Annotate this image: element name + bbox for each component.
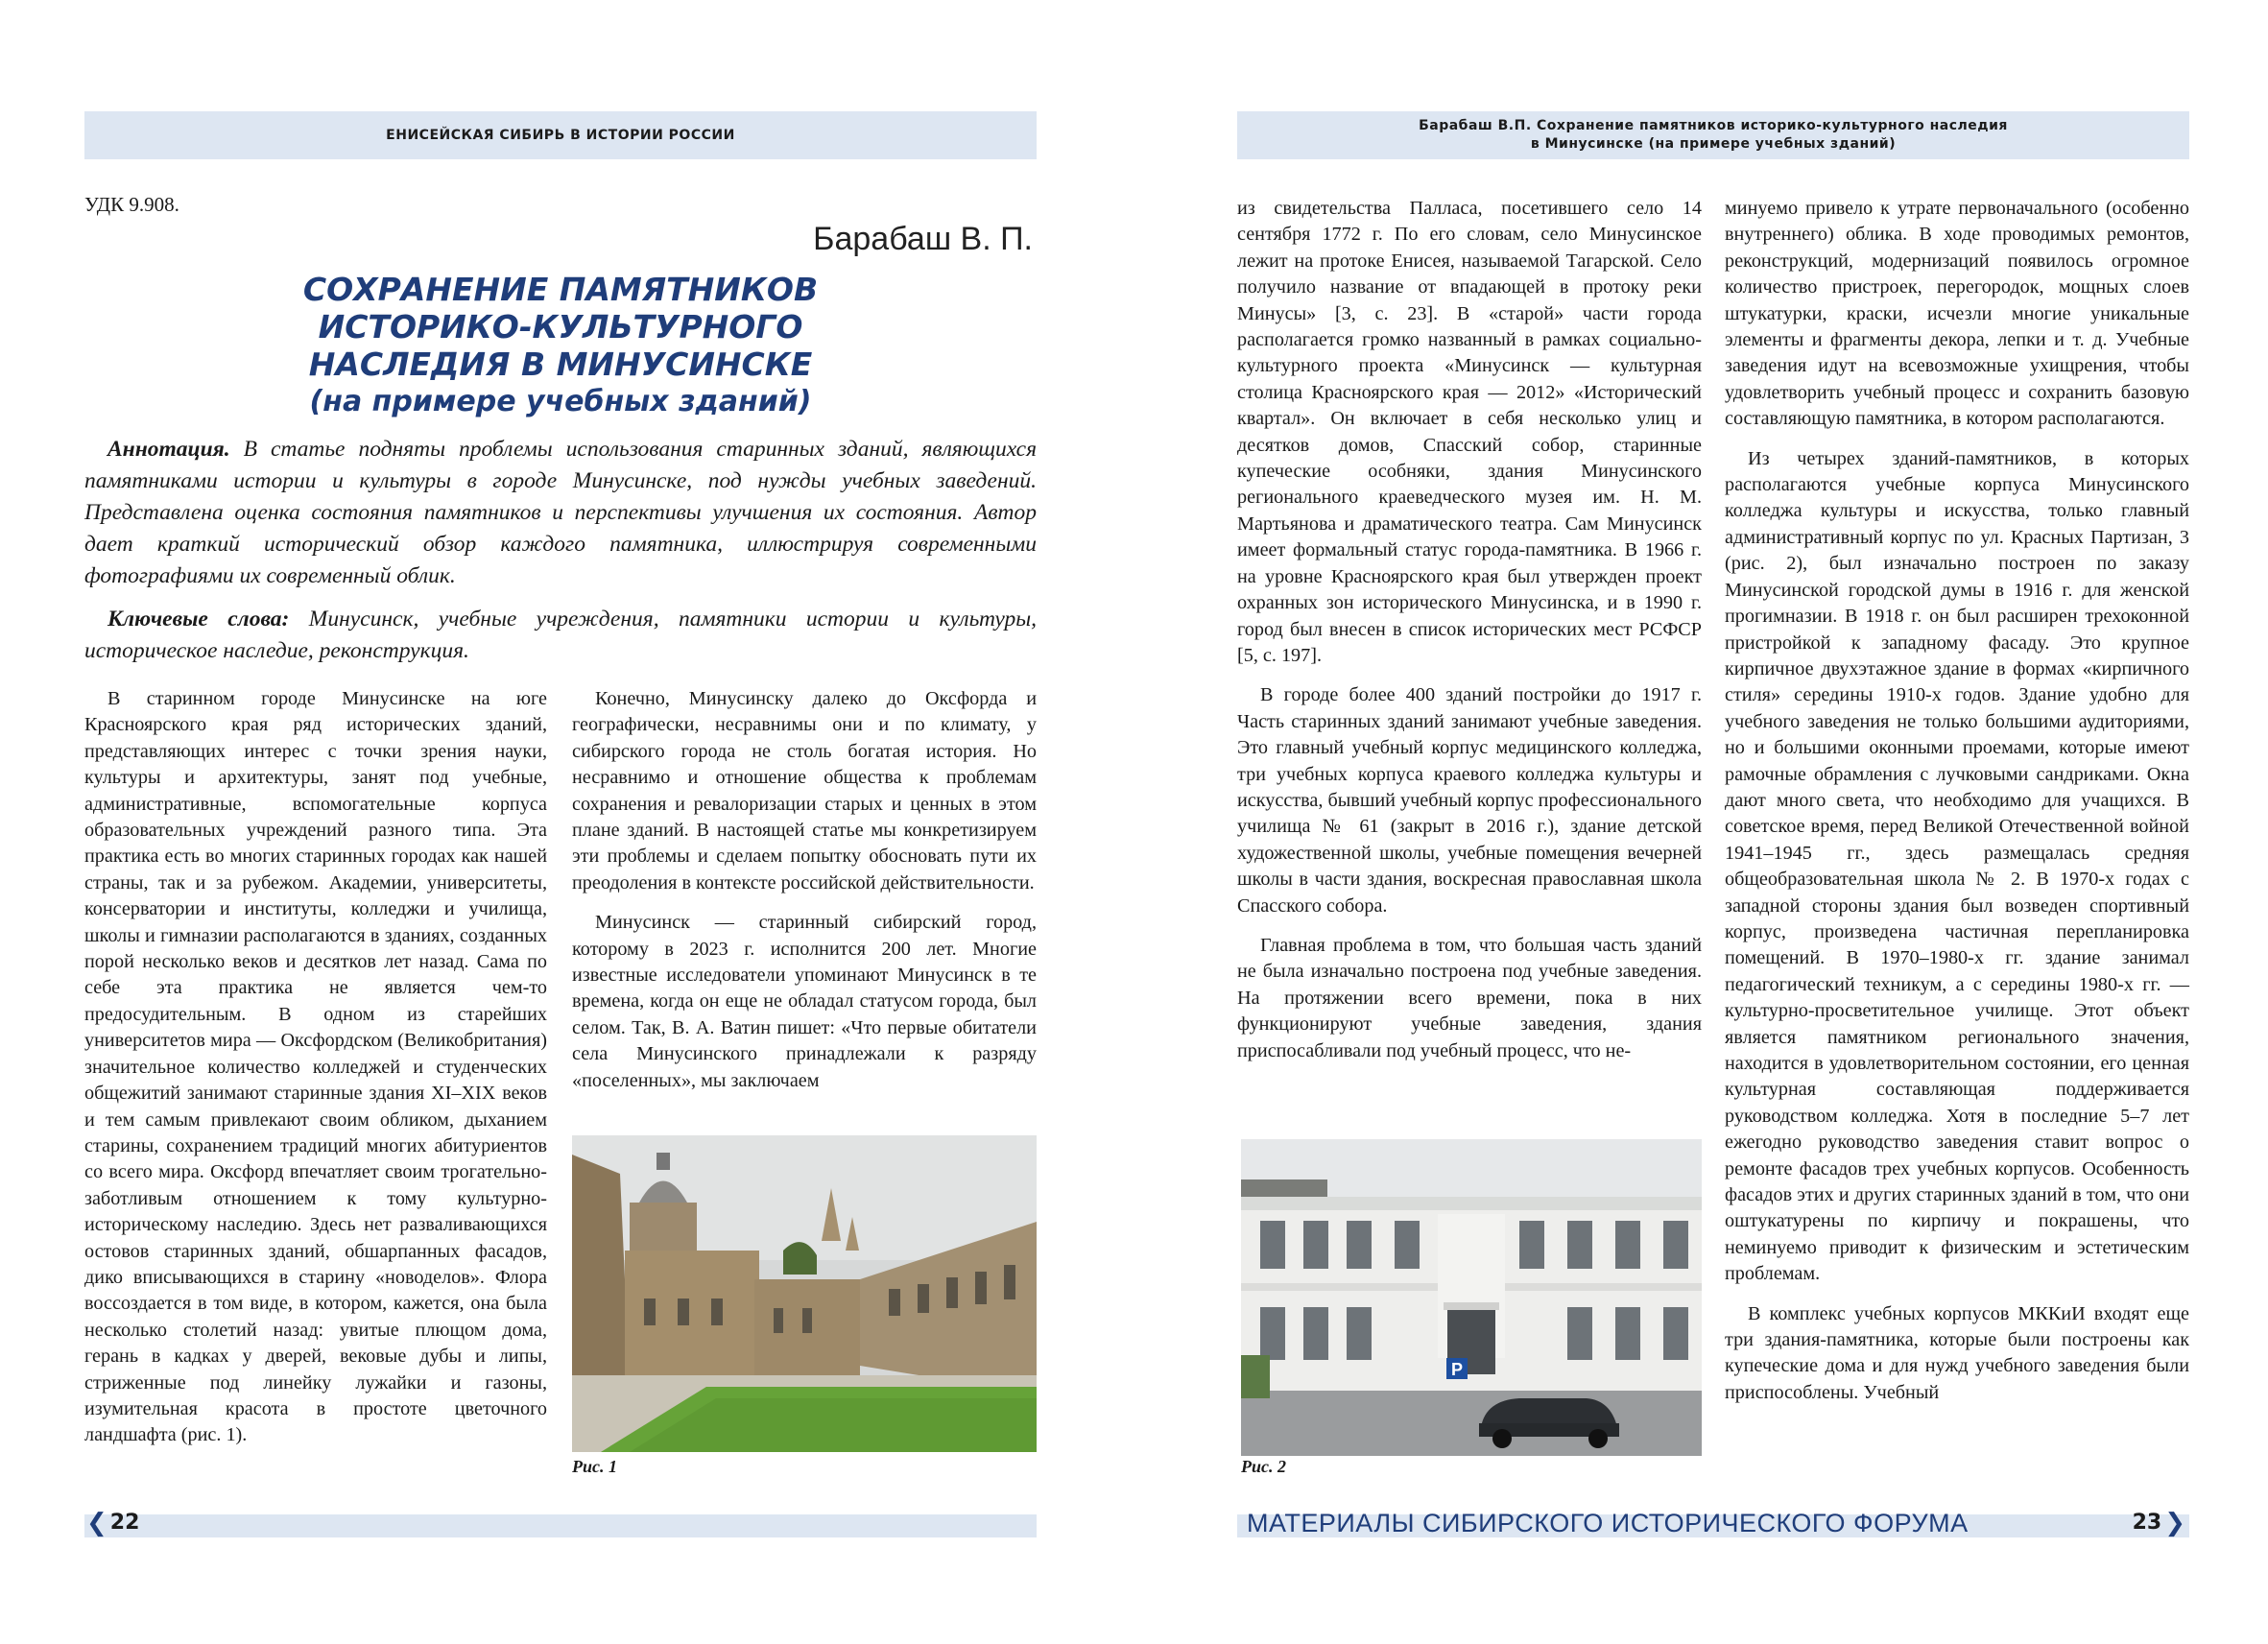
keywords-label: Ключевые слова:	[107, 607, 290, 631]
page-number-22: 22	[109, 1511, 140, 1535]
parking-sign-letter: P	[1450, 1360, 1464, 1379]
figure-2-college-building	[1241, 1139, 1702, 1456]
body-paragraph: Из четырех зданий-памятников, в которых располагаются учебные корпуса Минусинского колледжа культуры и искусства, только главный административный корпус по ул. Красных Партизан, 3 (рис. 2), был изначально построен по заказу Минусинской городской думы в 1916 г. для женской прогимназии. В 1918 г. он был расширен трехоконной пристройкой к западному фасаду. Это крупное кирпичное двухэтажное здание в формах «кирпичного стиля» середины 1910-х годов. Здание удобно для учебного заведения не только большими аудиториями, но и большими оконными проемами, которые имеют рамочные обрамления с лучковыми сандриками. Окна дают много света, что необходимо для учащихся. В советское время, перед Великой Отечественной войной 1941–1945 гг., здесь размещалась средняя общеобразовательная школа № 2. В 1970-х годах с западной стороны здания был возведен спортивный корпус, произведена частичная перепланировка помещений. В 1970–1980-х гг. здание занимал педагогический техникум, а с середины 1980-х гг. — культурно-просветительное училище. Этот объект является памятником регионального значения, находится в удовлетворительном состоянии, его ценная культурная составляющая поддерживается руководством колледжа. Хотя в последние 5–7 лет ежегодно руководство заведения ставит вопрос о ремонте фасадов трех учебных корпусов. Особенность фасадов этих и других старинных зданий в том, что они оштукатурены по кирпичу и покрашены, что неминуемо приводит к физическим и эстетическим проблемам.	[1725, 447, 2189, 1285]
chevron-right-icon: ❯	[2164, 1508, 2185, 1537]
left-page	[84, 0, 1037, 1644]
body-paragraph: Минусинск — старинный сибирский город, которому в 2023 г. исполнится 200 лет. Многие известные исследователи упоминают Минусинск в те времена, когда он еще не обладал статусом города, был селом. Так, В. А. Ватин пишет: «Что первые обитатели села Минусинского принадлежали к разряду «поселенных», мы заключаем	[572, 912, 1037, 1091]
right-column-1	[1237, 196, 1702, 1064]
right-column-2	[1725, 196, 2189, 1406]
body-paragraph: В старинном городе Минусинске на юге Красноярского края ряд исторических зданий, представляющих интерес с точки зрения науки, культуры и архитектуры, занят под учебные, административные, вспомогательные корпуса образовательных учреждений разного типа. Эта практика есть во многих старинных городах как нашей страны, так и за рубежом. Академии, университеты, консерватории и институты, колледжи и училища, школы и гимназии располагаются в зданиях, созданных порой несколько веков и десятков лет назад. Сама по себе эта практика не является чем-то предосудительным. В одном из старейших университетов мира — Оксфордском (Великобритания) значительное количество колледжей и студенческих общежитий занимают старинные здания XI–XIX веков и тем самым привлекают своим обликом, дыханием старины, сохранением традиций многих абитуриентов со всего мира. Оксфорд впечатляет своим трогательно-заботливым отношением к тому культурно-историческому наследию. Здесь нет разваливающихся остовов старинных зданий, обшарпанных фасадов, дико вписывающихся в старину «новоделов». Флора воссоздается в том виде, в котором, кажется, она была несколько столетий назад: увитые плющом дома, герань в кадках у дверей, вековые дубы и липы, стриженные под линейку лужайки и газоны, изумительная красота в простоте цветочного ландшафта (рис. 1).	[84, 688, 547, 1446]
page-number-23: 23	[2132, 1511, 2162, 1535]
left-column-2	[572, 686, 1037, 1094]
author-name: Барабаш В. П.	[813, 221, 1033, 257]
figure-1-caption: Рис. 1	[572, 1457, 617, 1476]
body-paragraph: В городе более 400 зданий постройки до 1917 г. Часть старинных зданий занимают учебные заведения. Это главный учебный корпус медицинского колледжа, три учебных корпуса краевого колледжа культуры и искусства, бывший учебный корпус профессионального училища № 61 (закрыт в 2016 г.), здание детской художественной школы, учебные помещения вечерней школы в части здания, воскресная православная школа Спасского собора.	[1237, 684, 1702, 917]
journal-title-footer: МАТЕРИАЛЫ СИБИРСКОГО ИСТОРИЧЕСКОГО ФОРУМА	[1247, 1509, 1969, 1537]
body-paragraph: Конечно, Минусинску далеко до Оксфорда и географически, несравнимы они и по климату, у сибирского города не столь богатая история. Но несравнимо и отношение общества к проблемам сохранения и ревалоризации старых и ценных в этом плане зданий. В настоящей статье мы конкретизируем эти проблемы и сделаем попытку обосновать пути их преодоления в контексте российской действительности.	[572, 688, 1037, 893]
body-paragraph: В комплекс учебных корпусов МККиИ входят еще три здания-памятника, которые были построены как купеческие дома и для нужд учебного заведения были приспособлены. Учебный	[1725, 1302, 2189, 1403]
title-line-1: СОХРАНЕНИЕ ПАМЯТНИКОВ	[302, 271, 819, 308]
keywords-text: Минусинск, учебные учреждения, памятники истории и культуры, историческое наследие, реконструкция.	[84, 607, 1038, 663]
abstract-paragraph	[84, 434, 1037, 592]
abstract-label: Аннотация.	[107, 437, 230, 462]
chevron-left-icon: ❮	[86, 1508, 107, 1537]
keywords-paragraph	[84, 604, 1037, 667]
figure-2-caption: Рис. 2	[1241, 1457, 1286, 1476]
article-title	[84, 271, 1037, 420]
right-page	[1237, 0, 2189, 1644]
oxford-photo	[572, 1135, 1037, 1452]
body-paragraph: Главная проблема в том, что большая часть зданий не была изначально построена под учебные заведения. На протяжении всего времени, пока в них функционируют учебные заведения, здания приспосабливали под учебный процесс, что не-	[1237, 934, 1702, 1061]
body-paragraph: минуемо привело к утрате первоначального (особенно внутреннего) облика. В ходе проводимых ремонтов, реконструкций, модернизаций появилось огромное количество пристроек, перегородок, мощных слоев штукатурки, краски, исчезли многие уникальные элементы и фрагменты декора, лепки и т. д. Учебные заведения идут на всевозможные ухищрения, чтобы удовлетворить учебный процесс и сохранить базовую составляющую памятника, в котором располагаются.	[1725, 198, 2189, 430]
running-header-left: ЕНИСЕЙСКАЯ СИБИРЬ В ИСТОРИИ РОССИИ	[84, 111, 1037, 159]
udk-code: УДК 9.908.	[84, 193, 179, 216]
title-line-2: ИСТОРИКО-КУЛЬТУРНОГО	[318, 308, 803, 345]
body-paragraph: из свидетельства Палласа, посетившего село 14 сентября 1772 г. По его словам, село Минусинское лежит на протоке Енисея, называемой Тагарской. Село получило название от впадающей в протоку реки Минусы» [3, с. 23]. В «старой» части города располагается громко названный в рамках социально-культурного проекта «Минусинск — культурная столица Красноярского края — 2012» «Исторический квартал». Он включает в себя несколько улиц и десятков домов, Спасский собор, старинные купеческие особняки, здания Минусинского регионального краеведческого музея им. Н. М. Мартьянова и драматического театра. Сам Минусинск имеет формальный статус города-памятника. В 1966 г. на уровне Красноярского края был утвержден проект охранных зон исторического Минусинска, и в 1990 г. город был внесен в список исторических мест РСФСР [5, с. 197].	[1237, 198, 1702, 666]
abstract-block	[84, 434, 1037, 667]
footer-bar-left	[84, 1508, 1037, 1537]
college-photo	[1241, 1139, 1702, 1456]
page-number-right	[2132, 1508, 2185, 1537]
running-header-line-1: Барабаш В.П. Сохранение памятников историко-культурного наследия	[1419, 118, 2008, 133]
title-subtitle: (на примере учебных зданий)	[309, 385, 812, 418]
left-column-1	[84, 686, 547, 1449]
figure-1-oxford-college	[572, 1135, 1037, 1452]
running-header-right	[1237, 111, 2189, 159]
abstract-text: В статье подняты проблемы использования старинных зданий, являющихся памятниками истории и культуры в городе Минусинске, под нужды учебных заведений. Представлена оценка состояния памятников и перспективы улучшения их состояния. Автор дает краткий исторический обзор каждого памятника, иллюстрируя современными фотографиями их современный облик.	[84, 437, 1037, 588]
title-line-3: НАСЛЕДИЯ В МИНУСИНСКЕ	[308, 345, 813, 383]
running-header-line-2: в Минусинске (на примере учебных зданий)	[1530, 136, 1897, 152]
page-number-left	[86, 1508, 140, 1537]
